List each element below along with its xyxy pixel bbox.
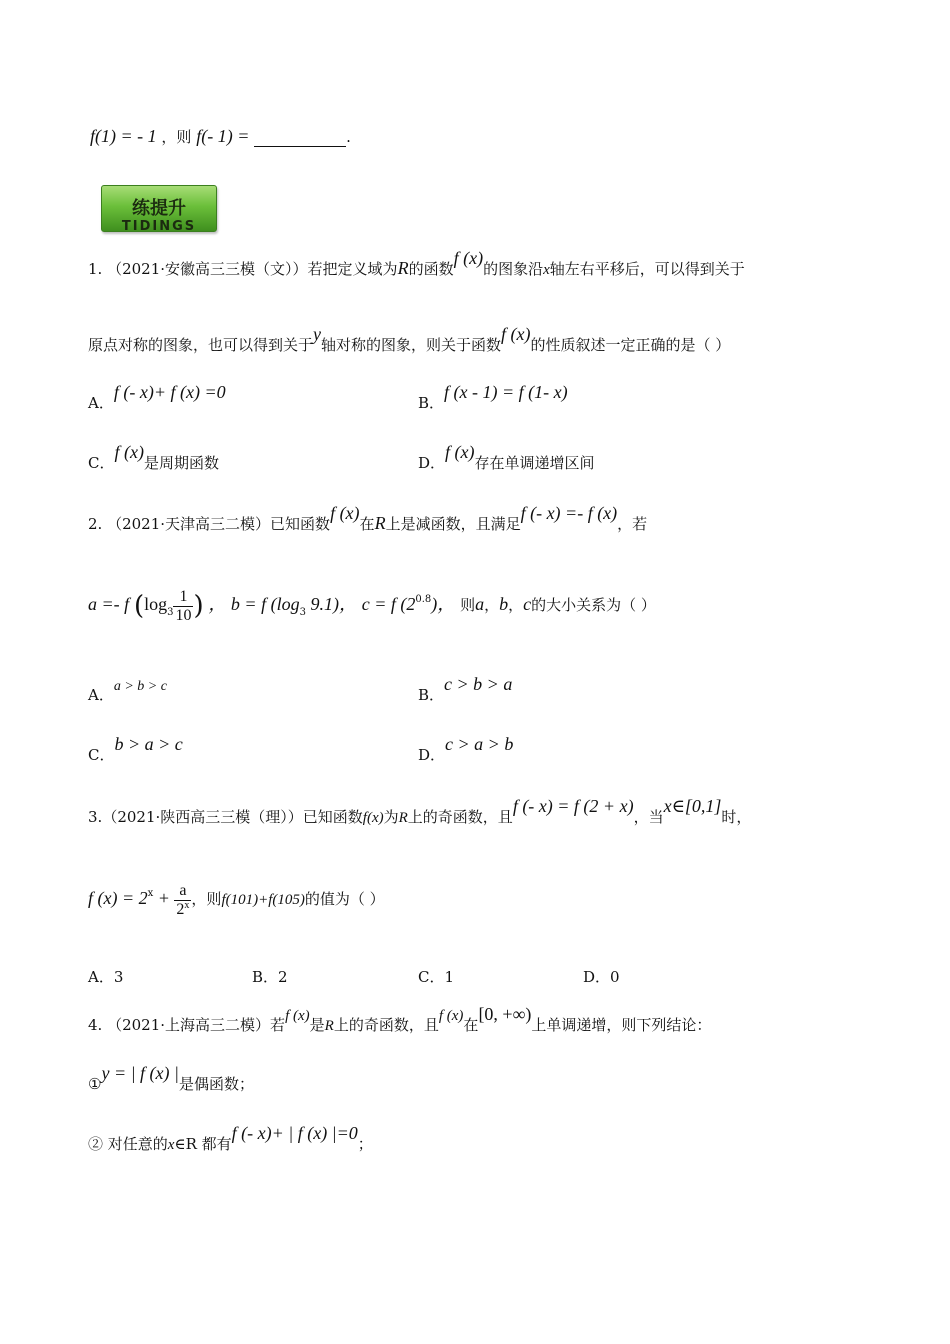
q2-var-b: b: [499, 594, 509, 615]
q4-line-1: [88, 1004, 712, 1035]
q1-number: 1.: [88, 260, 103, 278]
q2-number: 2.: [88, 515, 103, 533]
q4-fx-2: f (x): [438, 1008, 464, 1024]
q1-text-1: 若把定义域为: [307, 260, 398, 278]
q1-option-d[interactable]: [418, 442, 595, 473]
circled-two: ②: [88, 1135, 104, 1153]
q3-source: （2021·陕西高三三模（理））: [102, 808, 303, 826]
q3-text-5: 时，: [721, 808, 752, 826]
option-label: A．: [88, 394, 114, 412]
prev-expression: f(- 1) =: [196, 126, 250, 146]
q3-ask: f(101)+f(105): [221, 892, 305, 909]
q4-c2-x: x: [167, 1137, 175, 1153]
q3-fx: f(x): [362, 810, 384, 826]
q2-text-3: 上是减函数，且满足: [385, 515, 521, 533]
option-expression: f (x - 1) = f (1- x): [444, 382, 568, 402]
q4-text-5: 上单调递增，则下列结论：: [531, 1016, 712, 1034]
q1-text-4: 轴左右平移后，可以得到关于: [549, 260, 745, 278]
option-expression: c > a > b: [445, 734, 514, 754]
q1-line-2: [88, 324, 731, 355]
q3-text-4: ，当: [633, 808, 664, 826]
option-label: A．: [88, 686, 114, 704]
q4-text-4: 在: [463, 1016, 479, 1034]
option-expression: a > b > c: [113, 679, 167, 694]
q1-text-3: 的图象沿: [483, 260, 544, 278]
option-fx: f (x): [445, 442, 475, 462]
q4-conclusion-1: [88, 1063, 254, 1094]
option-label: B．: [418, 394, 445, 412]
q2-c-exp: 0.8: [415, 594, 432, 606]
q4-c2-text: 对任意的: [103, 1135, 168, 1153]
q3-option-c[interactable]: C．1: [418, 968, 455, 986]
q2-R: R: [374, 513, 386, 533]
q1-R: R: [397, 258, 409, 278]
fraction-denominator: 2$^x$: [176, 899, 190, 918]
q4-text-1: 若: [270, 1016, 286, 1034]
option-fx: f (x): [114, 442, 144, 462]
q3-equation: f (- x) = f (2 + x): [512, 796, 634, 816]
q2-log-base: 3: [167, 607, 174, 619]
q2-option-a[interactable]: [88, 679, 167, 705]
prev-end: .: [346, 128, 351, 146]
q3-text-2: 为: [383, 808, 399, 826]
q4-c1-expression: y = | f (x) |: [101, 1063, 179, 1083]
q2-line-2: a =- f ($\log_3$ $\frac{1}{10}$ ) ， b = f ($\log_3$ 9.1)， c = f $(2^{0.8})$， 则a，b，c的大小关系为（ ）: [88, 588, 656, 624]
q3-fraction: [174, 882, 191, 918]
q4-number: 4.: [88, 1016, 103, 1034]
q3-text-7: 的值为（ ）: [304, 890, 385, 909]
option-text: 是周期函数: [143, 454, 219, 472]
fraction-numerator: a: [174, 882, 191, 901]
q2-a-def: a =- f: [88, 594, 130, 615]
q3-line-1: [88, 796, 752, 827]
q2-option-c[interactable]: [88, 734, 183, 765]
q3-condition: x∈[0,1]: [663, 796, 722, 816]
q4-R: R: [324, 1018, 334, 1034]
q3-option-b[interactable]: B．2: [252, 968, 288, 986]
q1-source: （2021·安徽高三三模（文））: [107, 260, 308, 278]
q2-text-6: 的大小关系为（ ）: [531, 596, 656, 615]
q2-b-def: ， b = f (log: [208, 594, 300, 615]
q1-fx-2: f (x): [501, 324, 531, 344]
q2-c-close: )，: [431, 594, 456, 615]
option-expression: b > a > c: [114, 734, 183, 754]
q1-line2-b: 轴对称的图象，则关于函数: [321, 336, 502, 354]
q2-b-arg: 9.1)，: [305, 594, 357, 615]
option-label: C．: [88, 454, 115, 472]
q1-line-1: [88, 248, 745, 279]
q3-option-a[interactable]: A．3: [88, 968, 124, 986]
badge-subtitle: TIDINGS: [121, 219, 197, 232]
q4-interval: [0, +∞): [478, 1004, 532, 1024]
prev-condition: f(1) = - 1: [90, 126, 157, 146]
q2-text-5: 则: [460, 596, 476, 615]
option-expression: f (- x)+ f (x) =0: [113, 382, 226, 402]
q2-c-def: c = f (2: [361, 594, 416, 615]
q3-line-2: f $(x) = 2^x$ + $\frac{a}{2^x}$ ，则f(101)+f(105)的值为（ ）: [88, 882, 385, 918]
option-label: D．: [418, 746, 446, 764]
q2-line-1: [88, 503, 648, 534]
q2-var-a: a: [475, 594, 485, 615]
q2-var-c: c: [523, 594, 532, 615]
q4-c2-end: ；: [357, 1135, 373, 1153]
option-label: D．: [418, 454, 446, 472]
prev-then: ，则: [161, 128, 192, 146]
q2-b-base: 3: [299, 607, 306, 619]
q4-conclusion-2: [88, 1123, 373, 1154]
q4-c2-in: ∈R 都有: [174, 1135, 232, 1153]
q1-y: y: [313, 324, 322, 344]
q4-c2-expression: f (- x)+ | f (x) |=0: [231, 1123, 358, 1143]
option-expression: c > b > a: [444, 674, 513, 694]
q2-text-4: ，若: [617, 515, 648, 533]
q1-line2-c: 的性质叙述一定正确的是（ ）: [530, 336, 731, 354]
badge-title: 练提升: [132, 198, 186, 219]
q3-text-3: 上的奇函数，且: [407, 808, 513, 826]
q3-exp-x: x: [147, 888, 154, 900]
option-label: B．: [418, 686, 445, 704]
q4-source: （2021·上海高三二模）: [107, 1016, 271, 1034]
q4-c1-text: 是偶函数；: [178, 1075, 254, 1093]
q3-text-6: ，则: [191, 890, 222, 909]
q2-text-2: 在: [359, 515, 375, 533]
q3-option-d[interactable]: D．0: [583, 968, 620, 986]
q4-text-3: 上的奇函数，且: [333, 1016, 439, 1034]
q2-equation: f (- x) =- f (x): [520, 503, 618, 523]
q2-option-d[interactable]: [418, 734, 514, 765]
q1-line2-a: 原点对称的图象，也可以得到关于: [88, 336, 314, 354]
q1-option-a[interactable]: [88, 382, 226, 413]
q3-text-1: 已知函数: [302, 808, 363, 826]
q2-text-1: 已知函数: [270, 515, 331, 533]
q4-text-2: 是: [309, 1016, 325, 1034]
q2-fx: f (x): [330, 503, 360, 523]
q3-def: f (x) = 2: [88, 888, 148, 909]
q2-source: （2021·天津高三二模）: [107, 515, 271, 533]
section-badge: [101, 185, 217, 232]
q1-fx: f (x): [453, 248, 484, 268]
prev-answer-line: [90, 126, 351, 147]
q1-text-2: 的函数: [408, 260, 454, 278]
answer-blank[interactable]: [254, 132, 346, 147]
fraction-denominator: 10: [175, 606, 192, 624]
q2-fraction: [173, 588, 193, 624]
q3-number: 3.: [88, 808, 103, 826]
q4-fx: f (x): [285, 1008, 310, 1024]
circled-one: ①: [88, 1075, 102, 1093]
option-text: 存在单调递增区间: [474, 454, 595, 472]
q1-x: x: [543, 262, 550, 278]
q2-log: log: [144, 594, 168, 615]
q1-option-c[interactable]: [88, 442, 219, 473]
q3-R: R: [398, 810, 408, 826]
fraction-numerator: 1: [173, 588, 193, 607]
q1-option-b[interactable]: [418, 382, 568, 413]
q2-option-b[interactable]: [418, 674, 513, 705]
option-label: C．: [88, 746, 115, 764]
